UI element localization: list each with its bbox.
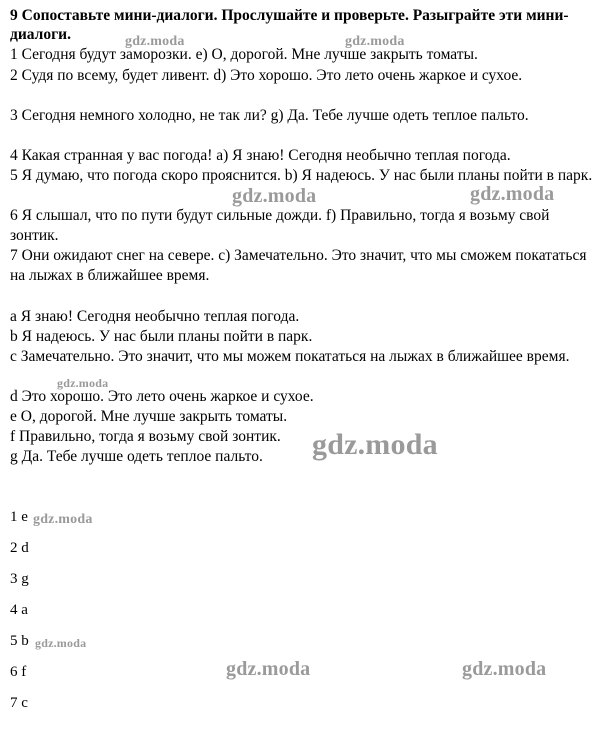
watermark: gdz.moda <box>57 376 109 390</box>
answer-6: 6 f <box>10 664 27 680</box>
watermark: gdz.moda <box>125 34 185 49</box>
answer-2: 2 d <box>10 540 29 556</box>
answer-1: 1 e <box>10 509 28 525</box>
watermark: gdz.moda <box>345 34 405 49</box>
dialogue-4: 4 Какая странная у вас погода! a) Я знаю! Сегодня необычно теплая погода. <box>10 147 511 164</box>
dialogue-2: 2 Судя по всему, будет ливент. d) Это хорошо. Это лето очень жаркое и сухое. <box>10 67 523 84</box>
watermark: gdz.moda <box>35 636 87 650</box>
response-f: f Правильно, тогда я возьму свой зонтик. <box>10 428 281 445</box>
answer-4: 4 a <box>10 602 28 618</box>
response-b: b Я надеюсь. У нас были планы пойти в парк. <box>10 328 313 345</box>
dialogue-7: 7 Они ожидают снег на севере. c) Замечательно. Это значит, что мы сможем покататься на лыжах в ближайшее время. <box>10 247 587 284</box>
response-a: a Я знаю! Сегодня необычно теплая погода. <box>10 308 300 325</box>
watermark: gdz.moda <box>462 658 547 680</box>
response-e: e О, дорогой. Мне лучше закрыть томаты. <box>10 408 288 425</box>
dialogue-5: 5 Я думаю, что погода скоро прояснится. b) Я надеюсь. У нас были планы пойти в парк. <box>10 167 593 184</box>
dialogue-1: 1 Сегодня будут заморозки. e) О, дорогой. Мне лучше закрыть томаты. <box>10 46 478 63</box>
answer-7: 7 c <box>10 695 28 711</box>
task-title: 9 Сопоставьте мини-диалоги. Прослушайте и проверьте. Разыграйте эти мини-диалоги. <box>10 7 569 43</box>
response-d: d Это хорошо. Это лето очень жаркое и сухое. <box>10 388 314 405</box>
answer-3: 3 g <box>10 571 29 587</box>
response-g: g Да. Тебе лучше одеть теплое пальто. <box>10 448 263 465</box>
answer-5: 5 b <box>10 633 29 649</box>
watermark: gdz.moda <box>312 428 438 461</box>
dialogue-3: 3 Сегодня немного холодно, не так ли? g) Да. Тебе лучше одеть теплое пальто. <box>10 107 529 124</box>
response-c: c Замечательно. Это значит, что мы можем покататься на лыжах в ближайшее время. <box>10 348 570 365</box>
watermark: gdz.moda <box>33 512 93 527</box>
dialogue-6: 6 Я слышал, что по пути будут сильные дожди. f) Правильно, тогда я возьму свой зонтик. <box>10 207 550 244</box>
watermark: gdz.moda <box>226 658 311 680</box>
watermark: gdz.moda <box>232 185 317 207</box>
watermark: gdz.moda <box>470 183 555 205</box>
